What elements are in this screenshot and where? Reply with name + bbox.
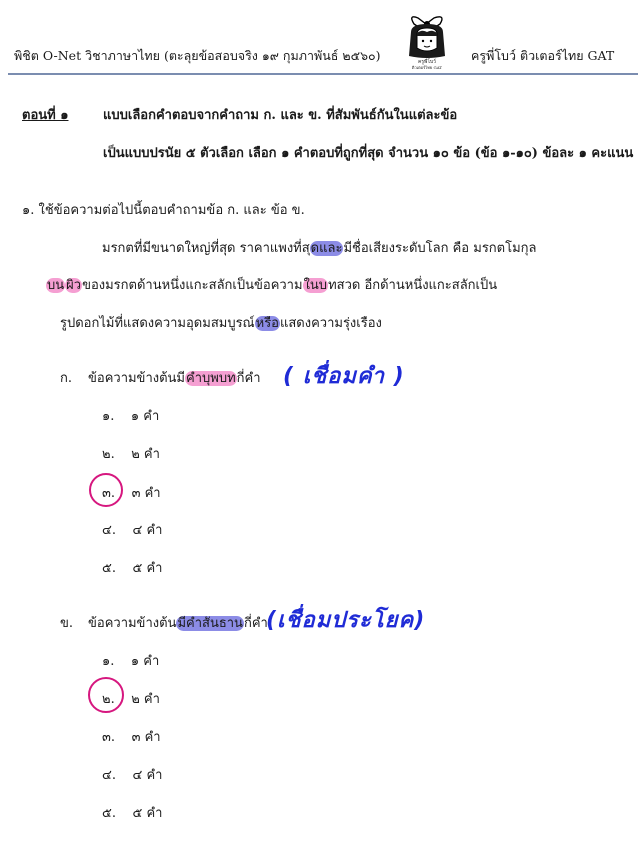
part-b-option-3[interactable]: ๓. ๓ คำ	[102, 730, 161, 745]
section-instruction-line1: แบบเลือกคำตอบจากคำถาม ก. และ ข. ที่สัมพันธ์กันในแต่ละข้อ	[103, 108, 458, 123]
question-number: ๑.	[22, 203, 35, 218]
highlight-preposition: ในบ	[303, 278, 328, 293]
highlight-preposition: บน	[47, 278, 65, 293]
part-b-label: ข.	[60, 616, 74, 631]
passage-line-1: มรกตที่มีขนาดใหญ่ที่สุด ราคาแพงที่สุดและมีชื่อเสียงระดับโลก คือ มรกตโมกุล	[102, 241, 537, 256]
question-prompt	[22, 199, 305, 220]
part-a-option-5[interactable]: ๕. ๕ คำ	[102, 561, 163, 576]
part-a-option-1[interactable]: ๑. ๑ คำ	[102, 409, 160, 424]
header-left-title: พิชิต O-Net วิชาภาษาไทย (ตะลุยข้อสอบจริง ๑๙ กุมภาพันธ์ ๒๕๖๐)	[14, 48, 381, 63]
part-a-option-2[interactable]: ๒. ๒ คำ	[102, 447, 160, 462]
tutor-logo	[404, 10, 450, 68]
highlight-preposition: ผิว	[66, 278, 82, 293]
part-a-answer-circle	[89, 473, 123, 507]
part-a-stem: ข้อความข้างต้นมีคำบุพบทกี่คำ	[88, 371, 261, 386]
part-a-option-4[interactable]: ๔. ๔ คำ	[102, 523, 163, 538]
passage-line-2: บน ผิวของมรกตด้านหนึ่งแกะสลักเป็นข้อความในบทสวด อีกด้านหนึ่งแกะสลักเป็น	[47, 278, 498, 293]
logo-subtext: ติวเตอร์ไทย GAT	[411, 65, 443, 70]
part-b-option-1[interactable]: ๑. ๑ คำ	[102, 654, 160, 669]
part-b-handwritten-note: (เชื่อมประโยค)	[266, 608, 426, 633]
part-b-option-4[interactable]: ๔. ๔ คำ	[102, 768, 163, 783]
part-a-handwritten-note: ( เชื่อมคำ )	[283, 364, 405, 389]
section-instruction-line2: เป็นแบบปรนัย ๕ ตัวเลือก เลือก ๑ คำตอบที่ถูกที่สุด จำนวน ๑๐ ข้อ (ข้อ ๑-๑๐) ข้อละ ๑ คะแนน	[103, 146, 634, 161]
part-b-highlight: มีคำสันธาน	[177, 616, 243, 631]
passage-line-3: รูปดอกไม้ที่แสดงความอุดมสมบูรณ์หรือแสดงความรุ่งเรือง	[60, 316, 382, 331]
section-label: ตอนที่ ๑	[22, 108, 69, 123]
header-right-title: ครูพี่โบว์ ติวเตอร์ไทย GAT	[471, 48, 615, 63]
part-b-answer-circle	[88, 677, 124, 713]
header-divider	[8, 73, 638, 75]
logo-text: ครูพี่โบว์	[418, 59, 436, 65]
part-b-option-2[interactable]: ๒. ๒ คำ	[102, 692, 160, 707]
part-a-highlight: คำบุพบท	[186, 371, 236, 386]
part-a-label: ก.	[60, 371, 73, 386]
highlight-conjunction: ุดและ	[310, 241, 343, 256]
part-a-option-3[interactable]: ๓. ๓ คำ	[102, 486, 161, 501]
highlight-conjunction: หรือ	[255, 316, 279, 331]
part-b-option-5[interactable]: ๕. ๕ คำ	[102, 806, 163, 821]
question-prompt-text: ใช้ข้อความต่อไปนี้ตอบคำถามข้อ ก. และ ข้อ ข.	[38, 203, 305, 218]
part-b-stem: ข้อความข้างต้นมีคำสันธานกี่คำ	[88, 616, 268, 631]
